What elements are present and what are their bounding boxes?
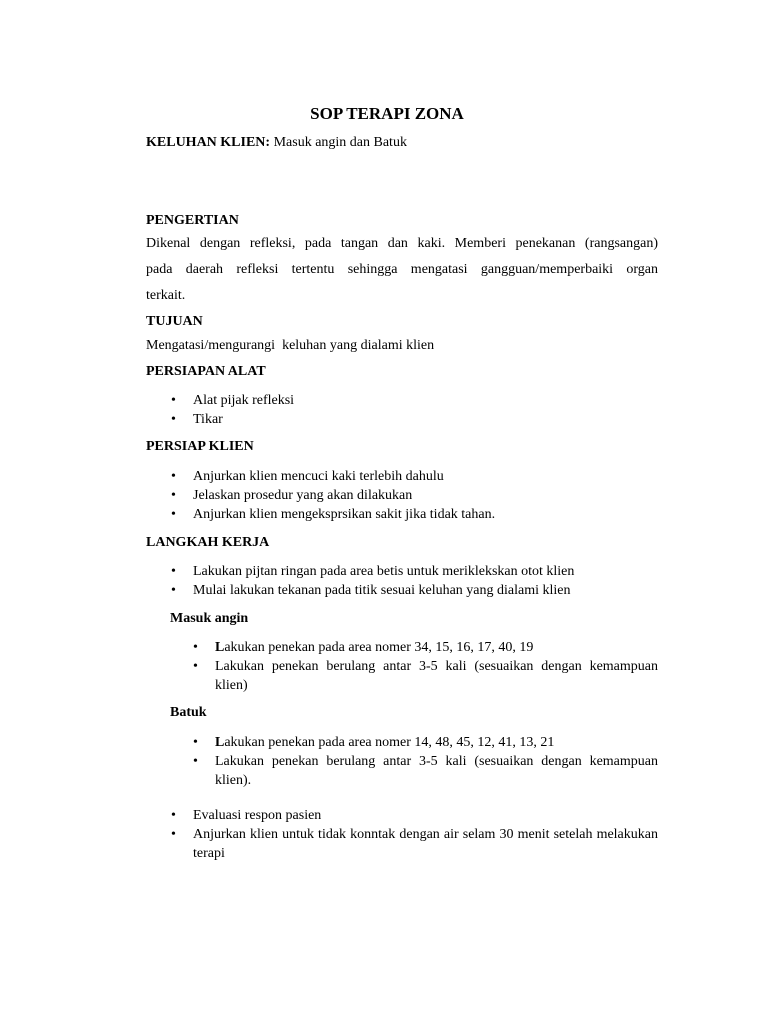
bullet-icon: • <box>193 659 198 674</box>
tujuan-text: Mengatasi/mengurangi keluhan yang dialami klien <box>146 338 435 353</box>
masuk-angin-list <box>193 638 658 695</box>
list-item <box>171 391 658 410</box>
list-item <box>171 486 658 505</box>
list-item <box>171 806 658 825</box>
complaint-value: Masuk angin dan Batuk <box>270 135 407 150</box>
list-item-text: Anjurkan klien mengeksprsikan sakit jika tidak tahan. <box>193 507 496 522</box>
list-item-text: Anjurkan klien untuk tidak konntak dengan air selam 30 menit setelah melakukan terapi <box>193 827 658 861</box>
bullet-icon: • <box>171 827 176 842</box>
batuk-list <box>193 733 658 790</box>
list-item <box>171 467 658 486</box>
bullet-icon: • <box>171 808 176 823</box>
pengertian-line-1: Dikenal dengan refleksi, pada tangan dan kaki. Memberi penekanan (rangsangan) <box>146 236 658 251</box>
subheading-batuk: Batuk <box>170 705 207 720</box>
bullet-icon: • <box>193 754 198 769</box>
langkah-kerja-list <box>171 562 658 600</box>
list-item-text: Anjurkan klien mencuci kaki terlebih dahulu <box>193 469 444 484</box>
pengertian-line-2: pada daerah refleksi tertentu sehingga mengatasi gangguan/memperbaiki organ <box>146 262 658 277</box>
bullet-icon: • <box>171 507 176 522</box>
bullet-icon: • <box>171 583 176 598</box>
subheading-masuk-angin: Masuk angin <box>170 611 249 626</box>
list-item <box>171 562 658 581</box>
list-item <box>193 657 658 695</box>
bullet-icon: • <box>171 393 176 408</box>
list-item-text: akukan penekan pada area nomer 34, 15, 16, 17, 40, 19 <box>224 640 534 655</box>
list-item-text: Alat pijak refleksi <box>193 393 295 408</box>
heading-langkah-kerja: LANGKAH KERJA <box>146 535 270 550</box>
bullet-icon: • <box>171 469 176 484</box>
bullet-icon: • <box>171 412 176 427</box>
heading-tujuan: TUJUAN <box>146 314 203 329</box>
bullet-icon: • <box>171 488 176 503</box>
persiapan-alat-list <box>171 391 658 429</box>
list-item-text: Mulai lakukan tekanan pada titik sesuai keluhan yang dialami klien <box>193 583 571 598</box>
list-item-text: akukan penekan pada area nomer 14, 48, 45, 12, 41, 13, 21 <box>224 735 555 750</box>
list-item <box>171 505 658 524</box>
bullet-icon: • <box>193 640 198 655</box>
list-item-initial: L <box>215 735 225 750</box>
list-item <box>171 581 658 600</box>
list-item <box>193 638 658 657</box>
heading-persiapan-alat: PERSIAPAN ALAT <box>146 364 266 379</box>
bullet-icon: • <box>171 564 176 579</box>
final-steps-list <box>171 806 658 863</box>
heading-pengertian: PENGERTIAN <box>146 213 239 228</box>
list-item <box>193 752 658 790</box>
bullet-icon: • <box>193 735 198 750</box>
pengertian-line-3: terkait. <box>146 288 186 303</box>
list-item-text: Lakukan penekan berulang antar 3-5 kali (sesuaikan dengan kemampuan klien) <box>215 659 658 693</box>
list-item-text: Lakukan penekan berulang antar 3-5 kali (sesuaikan dengan kemampuan klien). <box>215 754 658 788</box>
heading-persiap-klien: PERSIAP KLIEN <box>146 439 254 454</box>
document-title: SOP TERAPI ZONA <box>310 104 464 123</box>
list-item-text: Evaluasi respon pasien <box>193 808 322 823</box>
complaint-label: KELUHAN KLIEN: <box>146 135 271 150</box>
list-item-text: Lakukan pijtan ringan pada area betis untuk meriklekskan otot klien <box>193 564 575 579</box>
list-item <box>171 825 658 863</box>
persiap-klien-list <box>171 467 658 524</box>
list-item-text: Tikar <box>193 412 223 427</box>
list-item-initial: L <box>215 640 225 655</box>
complaint-line <box>146 134 407 152</box>
list-item <box>171 410 658 429</box>
list-item-text: Jelaskan prosedur yang akan dilakukan <box>193 488 413 503</box>
list-item <box>193 733 658 752</box>
